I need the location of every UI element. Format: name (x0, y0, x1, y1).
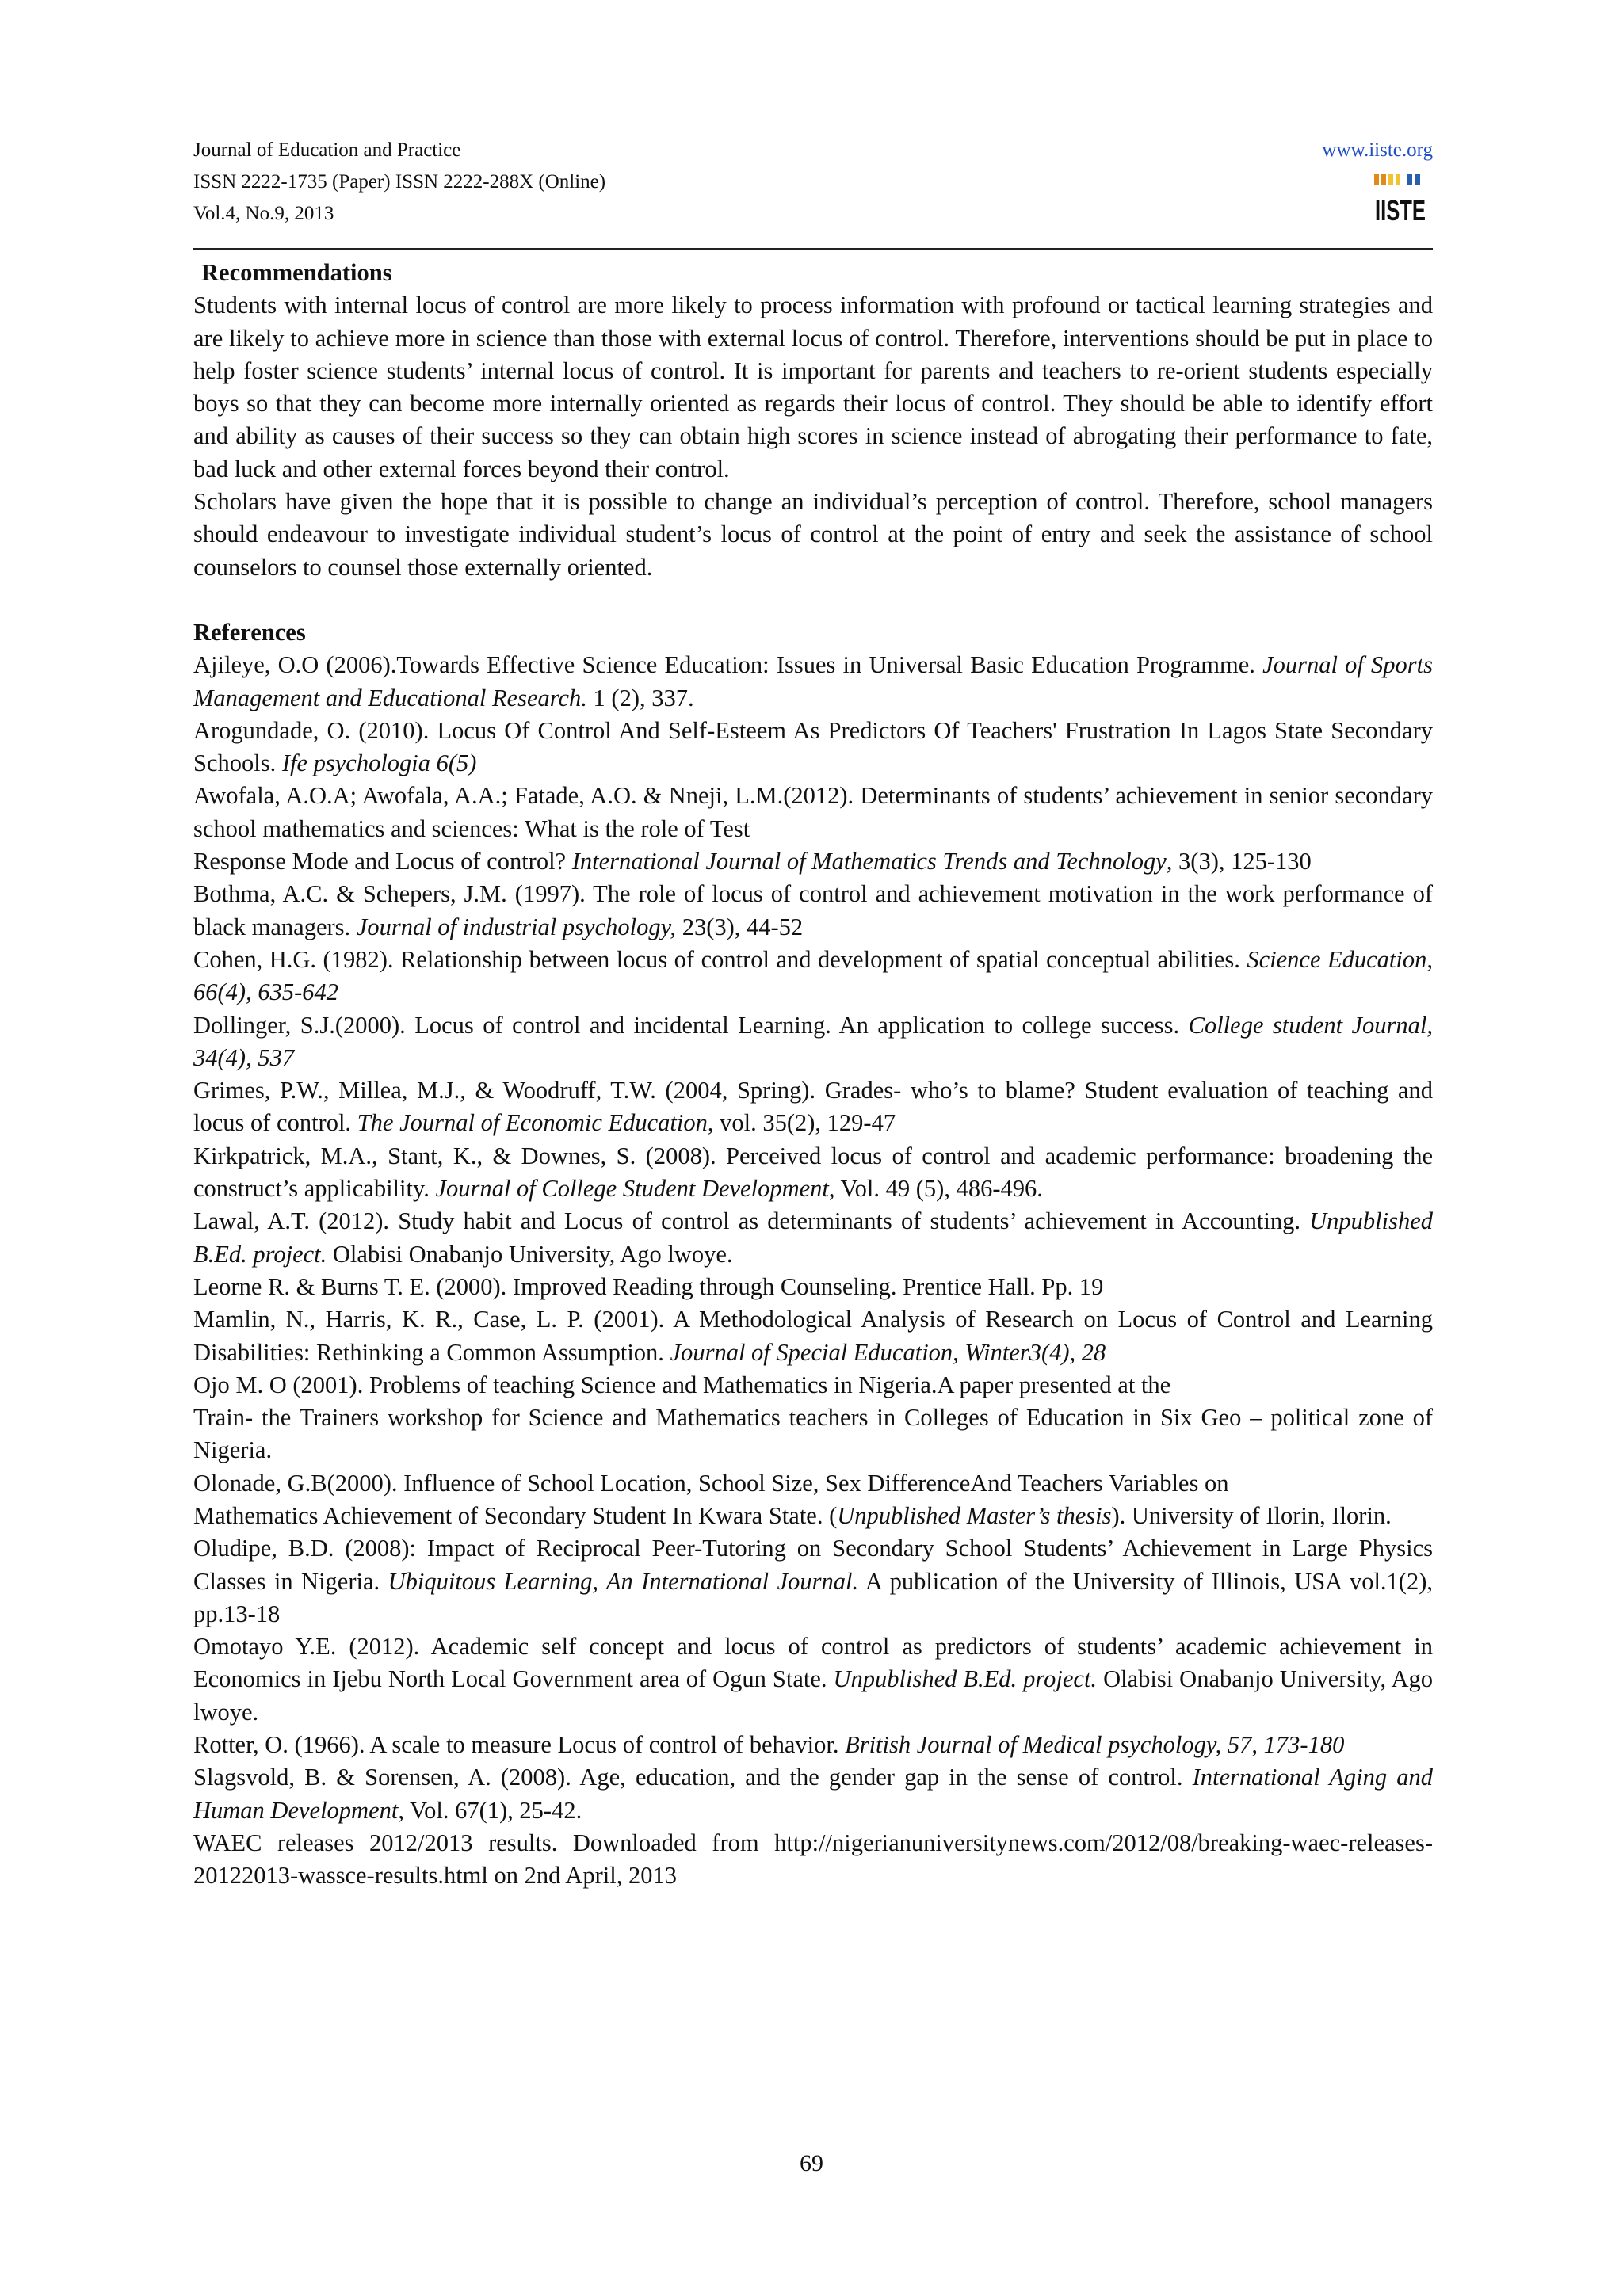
logo-text: IISTE (1375, 194, 1426, 227)
reference-text: Mathematics Achievement of Secondary Student In Kwara State. ( (193, 1501, 838, 1529)
reference-text: Olonade, G.B(2000). Influence of School Location, School Size, Sex DifferenceAnd Teachers Variables on (193, 1469, 1229, 1497)
reference-text: Olabisi Onabanjo University, Ago lwoye. (193, 1665, 1433, 1726)
reference-entry (193, 1532, 1433, 1630)
reference-entry (193, 878, 1433, 944)
page-number: 69 (800, 2150, 823, 2176)
reference-entry (193, 649, 1433, 715)
reference-entry (193, 944, 1433, 1009)
reference-entry (193, 1009, 1433, 1075)
reference-text: , Vol. 49 (5), 486-496. (828, 1175, 1043, 1203)
reference-entry (193, 1369, 1433, 1402)
reference-text: Cohen, H.G. (1982). Relationship between locus of control and development of spatial conceptual abilities. (193, 945, 1247, 973)
reference-entry (193, 1467, 1433, 1500)
reference-text: WAEC releases 2012/2013 results. Downloaded from http://nigerianuniversitynews.com/2012/08/breaking-waec-releases-20122013-wassce-results.html on 2nd April, 2013 (193, 1829, 1433, 1890)
reference-entry (193, 1729, 1433, 1761)
reference-source: Journal of Special Education, Winter3(4), 28 (670, 1338, 1106, 1366)
reference-text: Mamlin, N., Harris, K. R., Case, L. P. (2001). A Methodological Analysis of Research on Locus of Control and Learning Disabilities: Rethinking a Common Assumption. (193, 1306, 1433, 1366)
reference-source: Journal of industrial psychology, (356, 913, 677, 940)
reference-source: International Journal of Mathematics Trends and Technology (571, 848, 1167, 875)
volume-line: Vol.4, No.9, 2013 (193, 203, 334, 224)
reference-entry (193, 1303, 1433, 1369)
header-divider (193, 248, 1433, 250)
reference-text: Omotayo Y.E. (2012). Academic self concept and locus of control as predictors of students’ academic achievement in Economics in Ijebu North Local Government area of Ogun State. (193, 1633, 1433, 1693)
reference-source: Ife psychologia 6(5) (281, 749, 477, 777)
page-header (193, 135, 1433, 233)
reference-text: Train- the Trainers workshop for Science and Mathematics teachers in Colleges of Education in Six Geo – political zone of Nigeria. (193, 1404, 1433, 1464)
reference-entry (193, 1827, 1433, 1893)
journal-info (193, 135, 605, 230)
reference-entry (193, 1500, 1433, 1532)
reference-text: , Vol. 67(1), 25-42. (398, 1796, 582, 1824)
reference-source: Unpublished B.Ed. project. (833, 1665, 1098, 1693)
reference-text: Olabisi Onabanjo University, Ago lwoye. (327, 1240, 733, 1268)
reference-text: Lawal, A.T. (2012). Study habit and Locus of control as determinants of students’ achievement in Accounting. (193, 1207, 1310, 1235)
reference-source: Unpublished B.Ed. project. (193, 1207, 1433, 1268)
reference-text: ). University of Ilorin, Ilorin. (1111, 1501, 1392, 1529)
reference-text: Ojo M. O (2001). Problems of teaching Science and Mathematics in Nigeria.A paper presented at the (193, 1371, 1171, 1398)
reference-text: Kirkpatrick, M.A., Stant, K., & Downes, S. (2008). Perceived locus of control and academic performance: broadening the construct’s applicability. (193, 1142, 1433, 1203)
site-link[interactable]: www.iiste.org (1322, 139, 1433, 161)
reference-entry (193, 845, 1433, 878)
reference-source: Journal of College Student Development (435, 1175, 829, 1203)
reference-source: College student Journal, 34(4), 537 (193, 1011, 1434, 1071)
reference-text: 1 (2), 337. (586, 684, 694, 711)
reference-text: Oludipe, B.D. (2008): Impact of Reciprocal Peer-Tutoring on Secondary School Students’ Achievement in Large Physics Classes in Nigeria. (193, 1535, 1433, 1595)
reference-entry (193, 715, 1433, 780)
reference-text: Arogundade, O. (2010). Locus Of Control And Self-Esteem As Predictors Of Teachers' Frustration In Lagos State Secondary Schools. (193, 716, 1433, 777)
reference-entry (193, 1761, 1433, 1827)
reference-entry (193, 1205, 1433, 1271)
reference-text: , 3(3), 125-130 (1166, 848, 1312, 875)
reference-text: Dollinger, S.J.(2000). Locus of control and incidental Learning. An application to college success. (193, 1011, 1189, 1039)
reference-source: British Journal of Medical psychology, 57, 173-180 (845, 1731, 1345, 1759)
section-spacer (193, 584, 1433, 616)
issn-line: ISSN 2222-1735 (Paper) ISSN 2222-288X (Online) (193, 171, 606, 193)
reference-source: Journal of Sports Management and Educational Research. (193, 651, 1433, 711)
recommendations-paragraph: Scholars have given the hope that it is possible to change an individual’s perception of control. Therefore, school managers should endeavour to investigate individual student’s locus of control at the point of entry and seek the assistance of school counselors to counsel those externally oriented. (193, 488, 1433, 581)
reference-source: The Journal of Economic Education (357, 1109, 708, 1137)
reference-entry (193, 1271, 1433, 1303)
reference-text: , vol. 35(2), 129-47 (707, 1109, 896, 1137)
reference-entry (193, 1074, 1433, 1140)
reference-text: Awofala, A.O.A; Awofala, A.A.; Fatade, A.O. & Nneji, L.M.(2012). Determinants of students’ achievement in senior secondary school mathematics and sciences: What is the role of Test (193, 782, 1433, 842)
reference-text: Rotter, O. (1966). A scale to measure Locus of control of behavior. (193, 1731, 846, 1759)
reference-list (193, 649, 1433, 1892)
reference-entry (193, 1630, 1433, 1729)
reference-entry (193, 1140, 1433, 1206)
recommendations-heading: Recommendations (201, 259, 392, 286)
reference-text: Ajileye, O.O (2006).Towards Effective Science Education: Issues in Universal Basic Education Programme. (193, 651, 1263, 679)
reference-source: International Aging and Human Development (193, 1764, 1433, 1824)
reference-entry (193, 1402, 1433, 1467)
reference-text: Slagsvold, B. & Sorensen, A. (2008). Age, education, and the gender gap in the sense of control. (193, 1764, 1193, 1791)
reference-text: A publication of the University of Illinois, USA vol.1(2), pp.13-18 (193, 1567, 1433, 1627)
reference-source: Science Education, 66(4), 635-642 (193, 945, 1433, 1006)
references-heading: References (193, 618, 306, 646)
reference-source: Unpublished Master’s thesis (837, 1501, 1112, 1529)
reference-text: Response Mode and Locus of control? (193, 848, 572, 875)
reference-text: Grimes, P.W., Millea, M.J., & Woodruff, T.W. (2004, Spring). Grades- who’s to blame? Student evaluation of teaching and locus of control. (193, 1077, 1433, 1137)
reference-source: Ubiquitous Learning, An International Journal. (388, 1567, 859, 1595)
reference-text: Bothma, A.C. & Schepers, J.M. (1997). The role of locus of control and achievement motivation in the work performance of black managers. (193, 880, 1433, 940)
reference-text: Leorne R. & Burns T. E. (2000). Improved Reading through Counseling. Prentice Hall. Pp. 19 (193, 1272, 1104, 1300)
reference-entry (193, 780, 1433, 845)
recommendations-paragraph: Students with internal locus of control are more likely to process information with profound or tactical learning strategies and are likely to achieve more in science than those with external locus of control. Therefore, interventions should be put in place to help foster science students’ internal locus of control. It is important for parents and teachers to re-orient students especially boys so that they can become more internally oriented as regards their locus of control. They should be able to identify effort and ability as causes of their success so they can obtain high scores in science instead of abrogating their performance to fate, bad luck and other external forces beyond their control. (193, 292, 1433, 482)
reference-text: 23(3), 44-52 (676, 913, 804, 940)
main-content (193, 257, 1433, 1893)
iiste-logo-icon (1373, 171, 1428, 225)
journal-title: Journal of Education and Practice (193, 139, 461, 161)
